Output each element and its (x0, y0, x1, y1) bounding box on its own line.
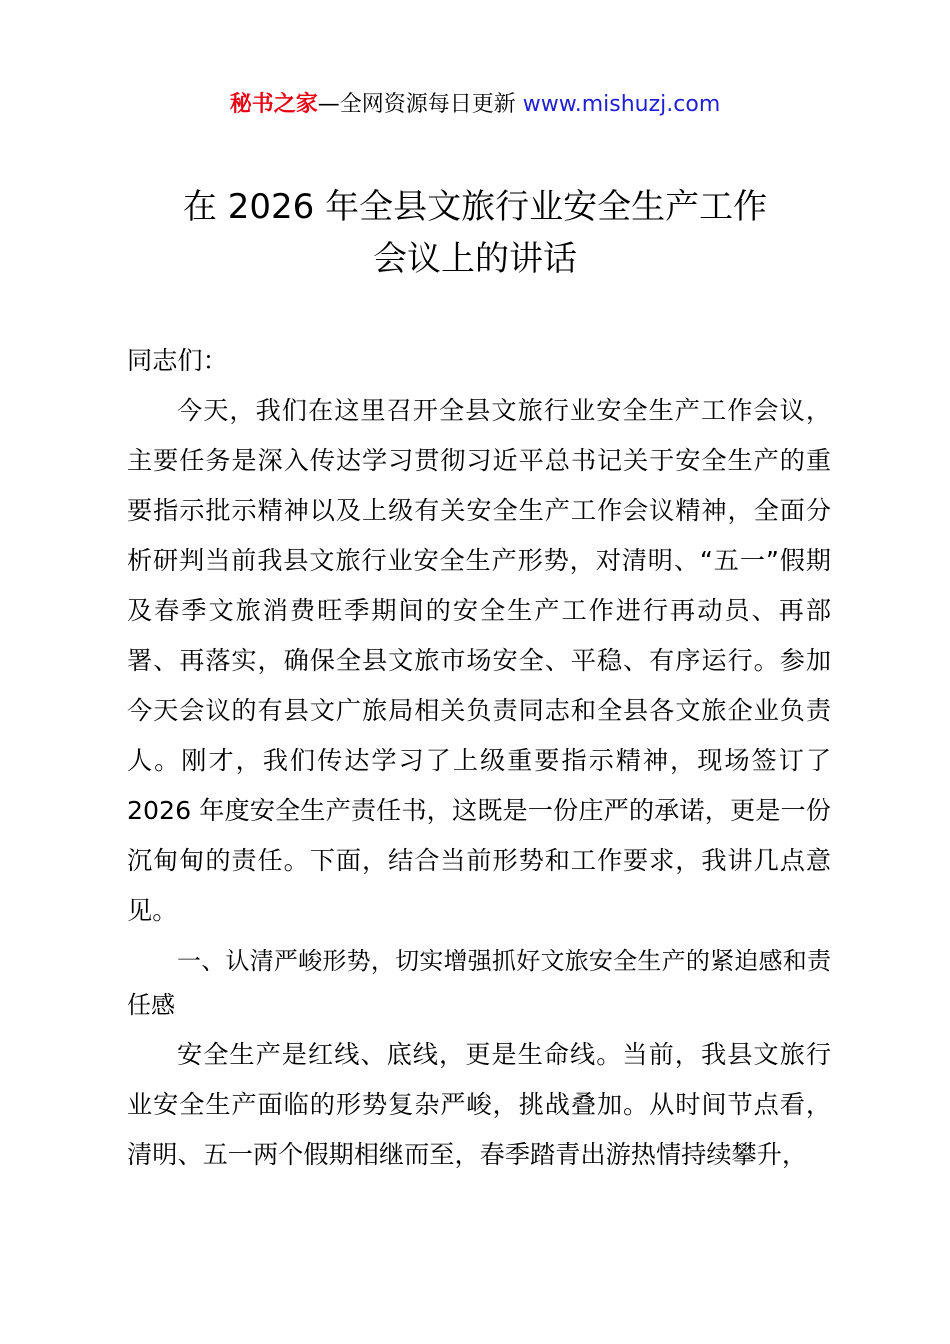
document-title (0, 186, 950, 280)
site-header (0, 90, 950, 120)
header-tagline: —全网资源每日更新 (317, 92, 516, 117)
title-line-1: 在 2026 年全县文旅行业安全生产工作 (182, 187, 768, 227)
document-body (127, 336, 831, 1180)
title-line-2: 会议上的讲话 (373, 239, 577, 279)
brand-name: 秘书之家 (229, 92, 318, 117)
section-heading-1: 一、认清严峻形势，切实增强抓好文旅安全生产的紧迫感和责任感 (127, 947, 831, 1019)
site-url-link[interactable]: www.mishuzj.com (522, 92, 721, 117)
salutation: 同志们： (127, 346, 228, 375)
paragraph-opening: 今天，我们在这里召开全县文旅行业安全生产工作会议，主要任务是深入传达学习贯彻习近平总书记关于安全生产的重要指示批示精神以及上级有关安全生产工作会议精神，全面分析研判当前我县文旅行业安全生产形势，对清明、“五一”假期及春季文旅消费旺季期间的安全生产工作进行再动员、再部署、再落实，确保全县文旅市场安全、平稳、有序运行。参加今天会议的有县文广旅局相关负责同志和全县各文旅企业负责人。刚才，我们传达学习了上级重要指示精神，现场签订了 2026 年度安全生产责任书，这既是一份庄严的承诺，更是一份沉甸甸的责任。下面，结合当前形势和工作要求，我讲几点意见。 (127, 396, 831, 925)
paragraph-situation: 安全生产是红线、底线，更是生命线。当前，我县文旅行业安全生产面临的形势复杂严峻，挑战叠加。从时间节点看，清明、五一两个假期相继而至，春季踏青出游热情持续攀升， (127, 1040, 831, 1169)
